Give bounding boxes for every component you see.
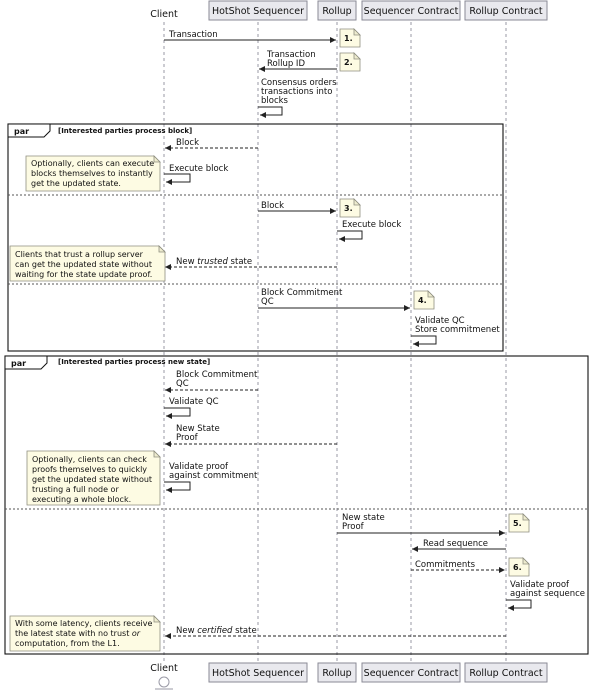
note-certified-line2: the latest state with no trust or — [15, 629, 141, 638]
message-transaction-rollup-id-line1: Transaction — [267, 50, 316, 60]
step-6-label: 6. — [513, 563, 522, 572]
step-5-note — [509, 514, 529, 532]
note-certified-line1: With some latency, clients receive — [15, 619, 153, 628]
message-read-sequence-label: Read sequence — [423, 539, 489, 549]
message-rollup-new-state-line2: Proof — [342, 522, 364, 532]
message-transaction-label: Transaction — [169, 30, 218, 40]
note-check-proofs-line4: trusting a full node or — [32, 485, 119, 494]
message-contract-validate-arrow — [506, 600, 531, 608]
step-4-note — [414, 291, 434, 309]
par-frame-1-tab-label: par — [14, 127, 30, 136]
participant-seqcontract-bottom-label: Sequencer Contract — [363, 668, 459, 679]
step-3-note — [340, 199, 360, 217]
note-clients-trust-line2: can get the updated state without — [15, 260, 152, 269]
participant-client-bottom — [150, 663, 178, 689]
note-clients-execute — [26, 156, 160, 191]
message-block-commitment-line2: QC — [261, 297, 274, 307]
message-new-state-proof-line2: Proof — [176, 433, 198, 443]
participant-rollup-label: Rollup — [322, 6, 352, 17]
step-1-note — [340, 29, 360, 47]
message-consensus-line1: Consensus orders — [261, 78, 337, 88]
message-block-to-client-label: Block — [176, 138, 199, 148]
message-new-trusted-state-label: New trusted state — [176, 257, 253, 267]
message-new-certified-state-label: New certified state — [176, 626, 257, 636]
message-consensus-arrow — [258, 107, 282, 115]
participant-rollup-top — [318, 1, 356, 20]
message-rollup-new-state-line1: New state — [342, 513, 385, 523]
note-clients-certified — [10, 616, 160, 651]
par-frame-1-guard: [Interested parties process block] — [58, 127, 193, 135]
note-clients-execute-line2: blocks themselves to instantly — [31, 169, 153, 178]
message-validate-store-arrow — [411, 336, 436, 344]
note-clients-execute-line1: Optionally, clients can execute — [31, 159, 155, 168]
message-commitments-label: Commitments — [415, 560, 476, 570]
note-check-proofs-line3: get the updated state without — [32, 475, 153, 484]
step-2-note — [340, 53, 360, 71]
message-client-block-commitment-line2: QC — [176, 379, 189, 389]
participant-hotshot-bottom-label: HotShot Sequencer — [211, 668, 305, 679]
step-5-label: 5. — [513, 519, 522, 528]
message-client-validate-proof-line1: Validate proof — [169, 462, 229, 472]
participant-rollup-bottom-label: Rollup — [322, 668, 352, 679]
message-rollup-execute-arrow — [337, 231, 362, 239]
participant-rollupcontract-bottom — [465, 663, 547, 682]
step-6-note — [509, 558, 529, 576]
participant-client-bottom-label: Client — [150, 663, 178, 674]
message-client-validate-proof-arrow — [164, 482, 190, 490]
note-check-proofs-line1: Optionally, clients can check — [32, 455, 147, 464]
message-validate-store-line1: Validate QC — [415, 316, 465, 326]
message-client-validate-qc-arrow — [164, 408, 190, 416]
message-consensus-line2: transactions into — [261, 87, 333, 97]
participant-seqcontract-bottom — [362, 663, 460, 682]
note-certified-line3: computation, from the L1. — [15, 639, 120, 648]
participant-rollupcontract-label: Rollup Contract — [469, 6, 543, 17]
note-clients-trust-line3: waiting for the state update proof. — [15, 270, 153, 279]
actor-head-icon — [159, 677, 169, 687]
message-rollup-execute-label: Execute block — [342, 220, 402, 230]
participant-rollupcontract-bottom-label: Rollup Contract — [469, 668, 543, 679]
note-check-proofs-line2: proofs themselves to quickly — [32, 465, 148, 474]
participant-client-label: Client — [150, 9, 178, 20]
step-4-label: 4. — [418, 296, 427, 305]
note-clients-execute-line3: get the updated state. — [31, 179, 121, 188]
participant-hotshot-top — [209, 1, 307, 20]
participant-hotshot-bottom — [209, 663, 307, 682]
note-clients-trust — [10, 246, 165, 281]
message-client-execute-label: Execute block — [169, 164, 229, 174]
note-clients-check-proofs — [27, 451, 160, 505]
participant-seqcontract-top — [362, 1, 460, 20]
note-clients-trust-line1: Clients that trust a rollup server — [15, 250, 143, 259]
message-consensus-line3: blocks — [261, 96, 288, 106]
message-block-commitment-line1: Block Commitment — [261, 288, 343, 298]
message-client-execute-arrow — [164, 174, 190, 182]
message-new-state-proof-line1: New State — [176, 424, 220, 434]
message-client-block-commitment-line1: Block Commitment — [176, 370, 258, 380]
participant-rollupcontract-top — [465, 1, 547, 20]
participant-hotshot-label: HotShot Sequencer — [211, 6, 305, 17]
step-3-label: 3. — [344, 204, 353, 213]
message-contract-validate-line1: Validate proof — [510, 580, 570, 590]
message-validate-store-line2: Store commitmenet — [415, 325, 500, 335]
message-client-validate-qc-label: Validate QC — [169, 397, 219, 407]
participant-client-top — [150, 9, 178, 20]
participant-rollup-bottom — [318, 663, 356, 682]
par-frame-2-guard: [Interested parties process new state] — [58, 358, 211, 366]
message-transaction-rollup-id-line2: Rollup ID — [267, 59, 305, 69]
message-client-validate-proof-line2: against commitment — [169, 471, 258, 481]
par-frame-2-tab-label: par — [11, 359, 27, 368]
participant-seqcontract-label: Sequencer Contract — [363, 6, 459, 17]
message-contract-validate-line2: against sequence — [510, 589, 585, 599]
note-check-proofs-line5: executing a whole block. — [32, 495, 132, 504]
message-block-to-rollup-label: Block — [261, 201, 284, 211]
step-2-label: 2. — [344, 58, 353, 67]
step-1-label: 1. — [344, 34, 353, 43]
